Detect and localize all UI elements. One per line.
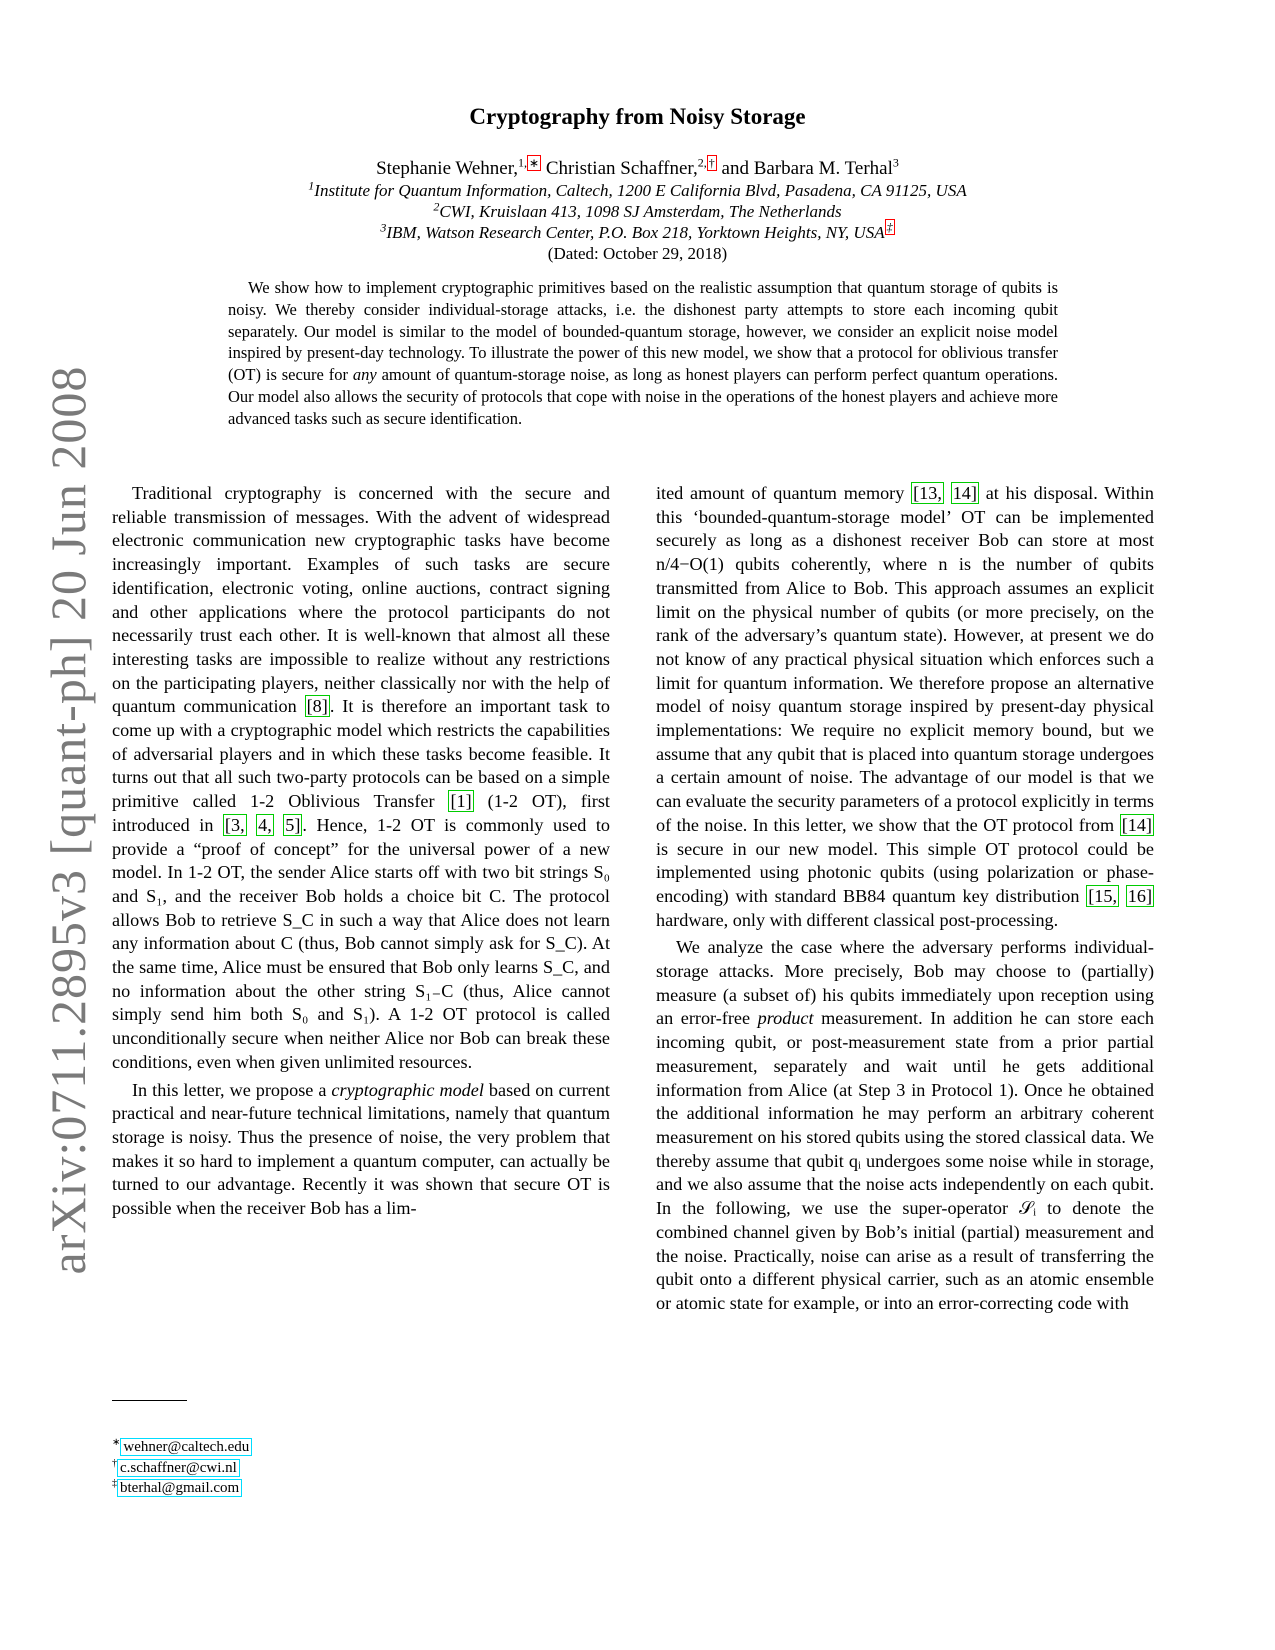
paragraph [112,482,610,1075]
date-line: (Dated: October 29, 2018) [547,244,728,263]
citation-link[interactable]: [8] [306,696,328,717]
author-list [0,155,1275,180]
footnote-link[interactable]: ∗ [529,155,540,170]
affiliation-number: 2 [433,199,440,214]
paragraph-text: We analyze the case where the adversary performs individual-storage attacks. More precisely, Bob may choose to (partially) measure (a subset of) his qubits immediately upon reception using an error-free [656,937,1154,1029]
footnote [112,1478,252,1499]
arxiv-sidebar [38,365,98,1275]
affiliation-line [0,220,1275,243]
paragraph-text: at his disposal. Within this ‘bounded-quantum-storage model’ OT can be implemented securely as long as a dishonest receiver Bob can store at most n/4−O(1) qubits coherently, where n is the number of qubits transmitted from Alice to Bob. This approach assumes an explicit limit on the physical number of qubits (or more precisely, on the rank of the adversary’s quantum state). However, at present we do not know of any practical physical situation which enforces such a limit for quantum information. We therefore propose an alternative model of noisy quantum storage inspired by present-day physical implementations: We require no explicit memory bound, but we assume that any qubit that is placed into quantum storage undergoes a certain amount of noise. The advantage of our model is that we can evaluate the security parameters of a protocol explicitly in terms of the noise. In this letter, we show that the OT protocol from [656,483,1155,835]
footnote [112,1458,252,1479]
paragraph-text: In this letter, we propose a [132,1079,332,1100]
affiliation-line [0,199,1275,222]
citation-link[interactable]: [3, [224,814,245,835]
affiliation-line [0,178,1275,201]
paragraph-text: (1-2 OT), first introduced in [112,791,610,835]
footnote-mark: † [112,1457,117,1469]
abstract-text: amount of quantum-storage noise, as long as honest players can perform perfect quantum operations. Our model also allows the security of protocols that cope with noise in the operations of the honest players and achieve more advanced tasks such as secure identification. [228,365,1058,428]
citation-link[interactable]: 4, [258,814,272,835]
author-name: Christian Schaffner, [545,158,698,179]
affiliation-text: CWI, Kruislaan 413, 1098 SJ Amsterdam, The Netherlands [439,202,842,221]
footnote-link[interactable]: ‡ [886,220,893,235]
affiliation-text: Institute for Quantum Information, Caltech, 1200 E California Blvd, Pasadena, CA 91125, USA [314,181,967,200]
paragraph [656,482,1154,932]
emphasis: cryptographic model [331,1079,484,1100]
citation-link[interactable]: 5] [285,814,301,835]
arxiv-identifier: arXiv:0711.2895v3 [quant-ph] 20 Jun 2008 [40,365,96,1275]
affiliation-mark: 2, [697,155,707,170]
paragraph [112,1079,610,1221]
paragraph-text: . It is therefore an important task to come up with a cryptographic model which restricts the capabilities of adversarial players and in which these tasks become feasible. It turns out that all such two-party protocols can be based on a simple primitive called 1-2 Oblivious Transfer [112,696,610,812]
citation-link[interactable]: [1] [450,791,472,812]
footnote [112,1437,252,1458]
citation-link[interactable]: 14] [952,483,977,503]
abstract-text: We show how to implement cryptographic primitives based on the realistic assumption that quantum storage of qubits is noisy. We thereby consider individual-storage attacks, i.e. the dishonest party attempts to store each incoming qubit separately. Our model is similar to the model of bounded-quantum storage, however, we consider an explicit noise model inspired by present-day technology. To illustrate the power of this new model, we show that a protocol for oblivious transfer (OT) is secure for [228,278,1058,385]
affiliation-mark: 1, [518,155,528,170]
citation-link[interactable]: [13, [913,483,942,503]
affiliation-number: 3 [380,220,387,235]
author-name: and Barbara M. Terhal [721,158,893,179]
affiliation-text: IBM, Watson Research Center, P.O. Box 218, Yorktown Heights, NY, USA [386,223,885,242]
footnote-divider [112,1400,187,1401]
footnotes [112,1437,252,1499]
right-column [656,482,1154,1316]
paragraph-text: is secure in our new model. This simple OT protocol could be implemented using photonic qubits (using polarization or phase-encoding) with standard BB84 quantum key distribution [656,838,1154,906]
emphasis: product [757,1008,814,1029]
citation-link[interactable]: [14] [1121,814,1152,835]
affiliation-number: 1 [308,178,315,193]
paragraph-text: measurement. In addition he can store each incoming qubit, or post-measurement state from a prior partial measurement, separately and wait until he gets additional information from Alice (at Step 3 in Protocol 1). Once he obtained the additional information he may perform an arbitrary coherent measurement on his stored qubits using the stored classical data. We thereby assume that qubit qᵢ undergoes some noise while in storage, and we also assume that the noise acts independently on each qubit. In the following, we use the super-operator 𝒮ᵢ to denote the combined channel given by Bob’s initial (partial) measurement and the noise. Practically, noise can arise as a result of transferring the qubit onto a different physical carrier, such as an atomic ensemble or atomic state for example, or into an error-correcting code with [656,1008,1154,1313]
paragraph-text: . Hence, 1-2 OT is commonly used to provide a “proof of concept” for the universal power of a new model. In 1-2 OT, the sender Alice starts off with two bit strings S₀ and S₁, and the receiver Bob holds a choice bit C. The protocol allows Bob to retrieve S_C in such a way that Alice does not learn any information about C (thus, Bob cannot simply ask for S_C). At the same time, Alice must be ensured that Bob only learns S_C, and no information about the other string S₁₋C (thus, Alice cannot simply send him both S₀ and S₁). A 1-2 OT protocol is called unconditionally secure when neither Alice nor Bob can break these conditions, even when given unlimited resources. [112,814,611,1072]
email-link[interactable]: bterhal@gmail.com [117,1479,242,1497]
footnote-mark: ‡ [112,1478,117,1489]
paragraph-text: hardware, only with different classical post-processing. [656,909,1059,930]
paragraph-text: Traditional cryptography is concerned with the secure and reliable transmission of messages. With the advent of widespread electronic communication new cryptographic tasks have become increasingly important. Examples of such tasks are secure identification, electronic voting, online auctions, contract signing and other applications where the protocol participants do not necessarily trust each other. It is well-known that almost all these interesting tasks are impossible to realize without any restrictions on the participating players, neither classically nor with the help of quantum communication [112,483,610,717]
author-name: Stephanie Wehner, [376,158,519,179]
citation-link[interactable]: 16] [1127,885,1153,906]
footnote-link[interactable]: † [708,155,715,170]
left-column [112,482,610,1221]
paragraph-text: ited amount of quantum memory [656,483,912,503]
abstract-emphasis: any [352,365,377,385]
citation-link[interactable]: [15, [1088,885,1117,906]
footnote-mark: ∗ [112,1437,121,1448]
paragraph [656,936,1154,1315]
paper-title: Cryptography from Noisy Storage [469,104,806,129]
abstract [228,277,1058,430]
email-link[interactable]: wehner@caltech.edu [120,1438,252,1456]
affiliation-mark: 3 [892,155,899,170]
email-link[interactable]: c.schaffner@cwi.nl [117,1459,240,1477]
paragraph-text: based on current practical and near-future technical limitations, namely that quantum storage is noisy. Thus the presence of noise, the very problem that makes it so hard to implement a quantum computer, can actually be turned to our advantage. Recently it was shown that secure OT is possible when the receiver Bob has a lim- [112,1079,610,1219]
